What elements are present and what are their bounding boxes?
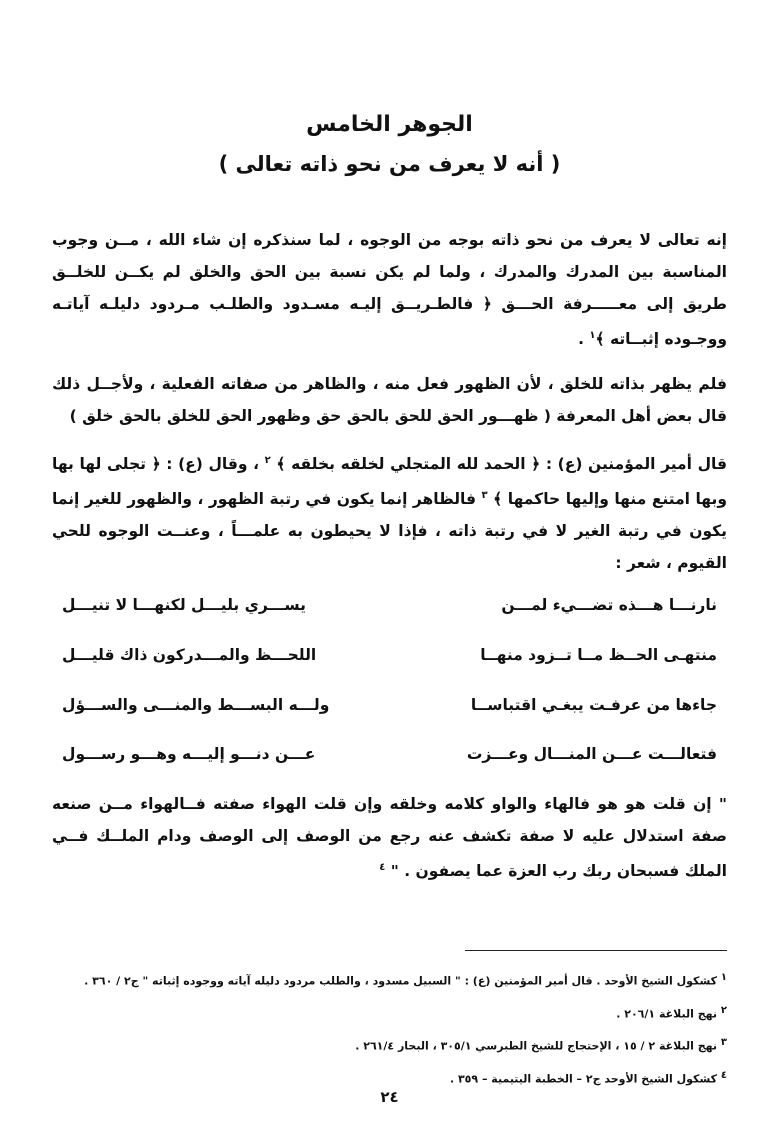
verse-second-hemistich: اللحـــظ والمـــدركون ذاك قليـــل [62, 646, 317, 664]
paragraph-1: إنه تعالى لا يعرف من نحو ذاته بوجه من الوجوه ، لما سنذكره إن شاء الله ، مــن وجوب المناسبة بين المدرك والمدرك ، ولما لم يكن نسبة بين الحق والخلق لم يكــن للخلــق طريق إلى معـــــرفة الحـــق ﴿ فالطـريــق إليـه مسـدود والطلـب مـردود دليلـه آياتـه ووجـوده إثبــاته ﴾$^١$ . [52, 231, 727, 349]
paragraph-3c-text: فالظاهر إنما يكون في رتبة الظهور ، والظهور للغير إنما يكون في رتبة الغير لا في رتبة ذاته ، فإذا لا يحيطون به علمـــاً ، وعنــت الوجوه للحي القيوم ، شعر : [52, 490, 727, 573]
paragraph-3 [52, 445, 727, 579]
verse-second-hemistich: ولـــه البســـط والمنـــى والســـؤل [62, 696, 330, 714]
footnote-text: كشكول الشيخ الأوحد ج٢ – الخطبة اليتيمية – ٣٥٩ . [449, 1072, 718, 1086]
footnote-ref-3: ٣ [481, 490, 488, 502]
paragraph-3-text: قال أمير المؤمنين (ع) : ﴿ الحمد لله المتجلي لخلقه بخلقه ﴾ [276, 455, 727, 474]
verse-line [52, 696, 727, 726]
verse-line [52, 745, 727, 775]
verse-first-hemistich: نارنـــا هـــذه تضـــيء لمـــن [501, 596, 717, 614]
paragraph-1-text: إنه تعالى لا يعرف من نحو ذاته بوجه من الوجوه ، لما سنذكره إن شاء الله ، مــن وجوب المناسبة بين المدرك والمدرك ، ولما لم يكن نسبة بين الحق والخلق لم يكــن للخلــق طريق إلى معـــــرفة الحـــق ﴿ فالطـريــق إليـه مسـدود والطلـب مـردود دليلـه آياتـه ووجـوده إثبــاته ﴾ [52, 231, 727, 349]
chapter-title: الجوهر الخامس [306, 112, 473, 137]
footnote-ref-1: ١ [589, 330, 596, 341]
footnote-text: كشكول الشيخ الأوحد . قال أمير المؤمنين (ع) : " السبيل مسدود ، والطلب مردود دليله آياته ووجوده إثباته " ج٢ / ٣٦٠ . [84, 974, 718, 988]
verse-first-hemistich: منتهـى الحــظ مــا تــزود منهــا [480, 646, 717, 664]
footnote [52, 963, 727, 996]
footnote-ref-2: ٢ [264, 455, 271, 466]
verse-second-hemistich: يســـري بليـــل لكنهـــا لا تنيـــل [62, 596, 306, 614]
footnote-text: نهج البلاغة ٢ / ١٥ ، الإحتجاج للشيخ الطبرسي ٣٠٥/١ ، البحار ٢٦١/٤ . [355, 1039, 718, 1053]
footnote [52, 1028, 727, 1061]
paragraph-2 [52, 368, 727, 432]
chapter-subtitle: ( أنه لا يعرف من نحو ذاته تعالى ) [218, 152, 561, 176]
footnote-number: ٤ [720, 1069, 727, 1081]
footnote-number: ٣ [720, 1037, 727, 1049]
footnote-divider [465, 950, 727, 951]
paragraph-4 [52, 788, 727, 887]
footnotes [52, 963, 727, 1094]
verse-second-hemistich: عـــن دنـــو إليـــه وهـــو رســـول [62, 745, 316, 763]
paragraph-3b-text: ، وقال (ع) : ﴿ تجلى لها بها وبها امتنع منها وإليها حاكمها ﴾ [52, 455, 727, 509]
paragraph-4-text: " إن قلت هو هو فالهاء والواو كلامه وخلقه وإن قلت الهواء صفته فــالهواء مــن صنعه صفة استدلال عليه لا صفة تكشف عنه رجع من الوصف إلى الوصف ودام الملــك فــي الملك فسبحان ربك رب العزة عما يصفون . " [52, 795, 727, 881]
footnote [52, 996, 727, 1029]
verse-line [52, 596, 727, 626]
footnote-number: ٢ [720, 1004, 727, 1016]
footnote-number: ١ [720, 972, 727, 983]
footnote-text: نهج البلاغة ٢٠٦/١ . [616, 1007, 718, 1021]
verse-first-hemistich: فتعالـــت عـــن المنـــال وعـــزت [466, 745, 717, 763]
verse-first-hemistich: جاءها من عرفـت يبغـي اقتباســا [470, 696, 717, 714]
footnote-ref-4: ٤ [379, 862, 386, 873]
verse-line [52, 646, 727, 676]
page-number: ٢٤ [380, 1088, 399, 1106]
paragraph-2-text: فلم يظهر بذاته للخلق ، لأن الظهور فعل منه ، والظاهر من صفاته الفعلية ، ولأجــل ذلك قال بعض أهل المعرفة ( ظهـــور الحق للحق بالحق حق وظهور الحق للخلق بالحق خلق ) [52, 375, 727, 425]
